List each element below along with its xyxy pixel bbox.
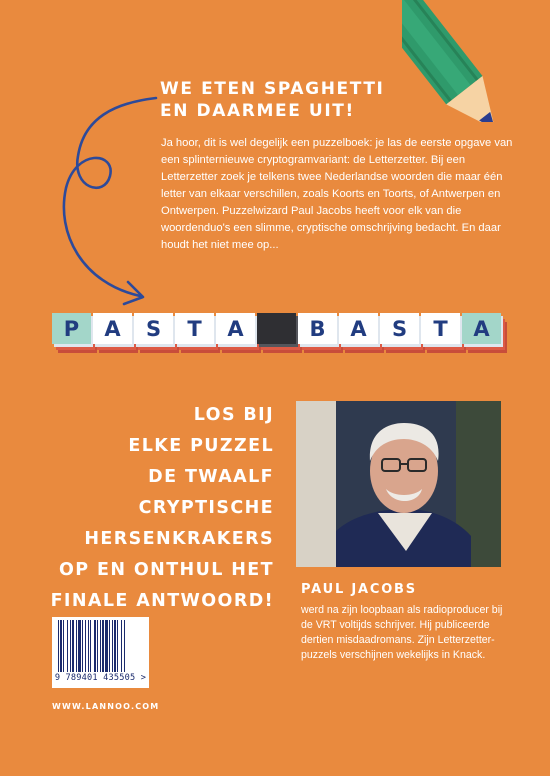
barcode-bar	[72, 620, 74, 672]
author-name: PAUL JACOBS	[301, 582, 417, 597]
letter-tile	[216, 313, 255, 344]
barcode-bar	[67, 620, 68, 672]
tile-letter: A	[104, 316, 121, 341]
barcode-bar	[117, 620, 118, 672]
letter-tile	[462, 313, 501, 344]
author-bio: werd na zijn loopbaan als radioproducer bij de VRT voltijds schrijver. Hij publiceerde dertien misdaadromans. Zijn Letterzetter-puzzels verschijnen wekelijks in Knack.	[301, 604, 503, 661]
tile-letter: A	[473, 316, 490, 341]
puzzle-callout	[0, 400, 274, 617]
tile-letter: T	[187, 316, 202, 341]
barcode-bar	[121, 620, 122, 672]
callout-line: ELKE PUZZEL	[128, 436, 274, 456]
tile-letter: B	[309, 316, 326, 341]
barcode-bar	[105, 620, 108, 672]
tile-letter: T	[433, 316, 448, 341]
letter-tile	[134, 313, 173, 344]
barcode-bar	[114, 620, 116, 672]
barcode-bar	[70, 620, 71, 672]
barcode-bar	[124, 620, 125, 672]
publisher-website: WWW.LANNOO.COM	[52, 702, 160, 711]
barcode-bar	[97, 620, 98, 672]
tile-letter: A	[350, 316, 367, 341]
pencil-illustration	[402, 0, 550, 122]
barcode-bar	[112, 620, 113, 672]
callout-line: HERSENKRAKERS	[84, 529, 274, 549]
barcode-bar	[94, 620, 96, 672]
headline	[160, 78, 384, 122]
barcode-bar	[88, 620, 89, 672]
callout-line: FINALE ANTWOORD!	[50, 591, 274, 611]
barcode-bar	[90, 620, 91, 672]
tile-letter: A	[227, 316, 244, 341]
headline-line: EN DAARMEE UIT!	[160, 101, 355, 121]
barcode-bar	[85, 620, 86, 672]
barcode-bar	[82, 620, 83, 672]
barcode-bar	[102, 620, 104, 672]
barcode-bar	[78, 620, 81, 672]
blank-tile	[257, 313, 296, 344]
letter-tile	[175, 313, 214, 344]
letter-tile	[380, 313, 419, 344]
barcode-bar	[76, 620, 77, 672]
callout-line: CRYPTISCHE	[138, 498, 274, 518]
barcode-bar	[63, 620, 64, 672]
letter-tile	[421, 313, 460, 344]
isbn-number: 9 789401 435505 >	[54, 673, 147, 683]
letter-tile	[339, 313, 378, 344]
barcode-bar	[109, 620, 110, 672]
barcode-bar	[60, 620, 62, 672]
barcode-bars	[56, 620, 145, 672]
letter-tile	[52, 313, 91, 344]
tile-letter: P	[63, 316, 80, 341]
tile-letter: S	[145, 316, 162, 341]
intro-paragraph: Ja hoor, dit is wel degelijk een puzzelboek: je las de eerste opgave van een splinternieuwe cryptogramvariant: de Letterzetter. Bij een Letterzetter zoek je telkens twee Nederlandse woorden die maar één letter van elkaar verschillen, zoals Koorts en Toorts, of Antwerpen en Ontwerpen. Puzzelwizard Paul Jacobs heeft voor elk van die woordenduo's een slimme, cryptische omschrijving bedacht. En daar houdt het niet mee op...	[161, 137, 513, 251]
barcode-bar	[100, 620, 101, 672]
title-tiles	[52, 313, 502, 357]
callout-line: OP EN ONTHUL HET	[59, 560, 274, 580]
barcode	[52, 617, 149, 688]
author-photo	[296, 401, 501, 567]
letter-tile	[93, 313, 132, 344]
callout-line: LOS BIJ	[193, 405, 274, 425]
tile-letter: S	[391, 316, 408, 341]
curly-arrow-icon	[44, 78, 164, 310]
barcode-bar	[58, 620, 59, 672]
letter-tile	[298, 313, 337, 344]
callout-line: DE TWAALF	[148, 467, 274, 487]
headline-line: WE ETEN SPAGHETTI	[160, 79, 385, 99]
